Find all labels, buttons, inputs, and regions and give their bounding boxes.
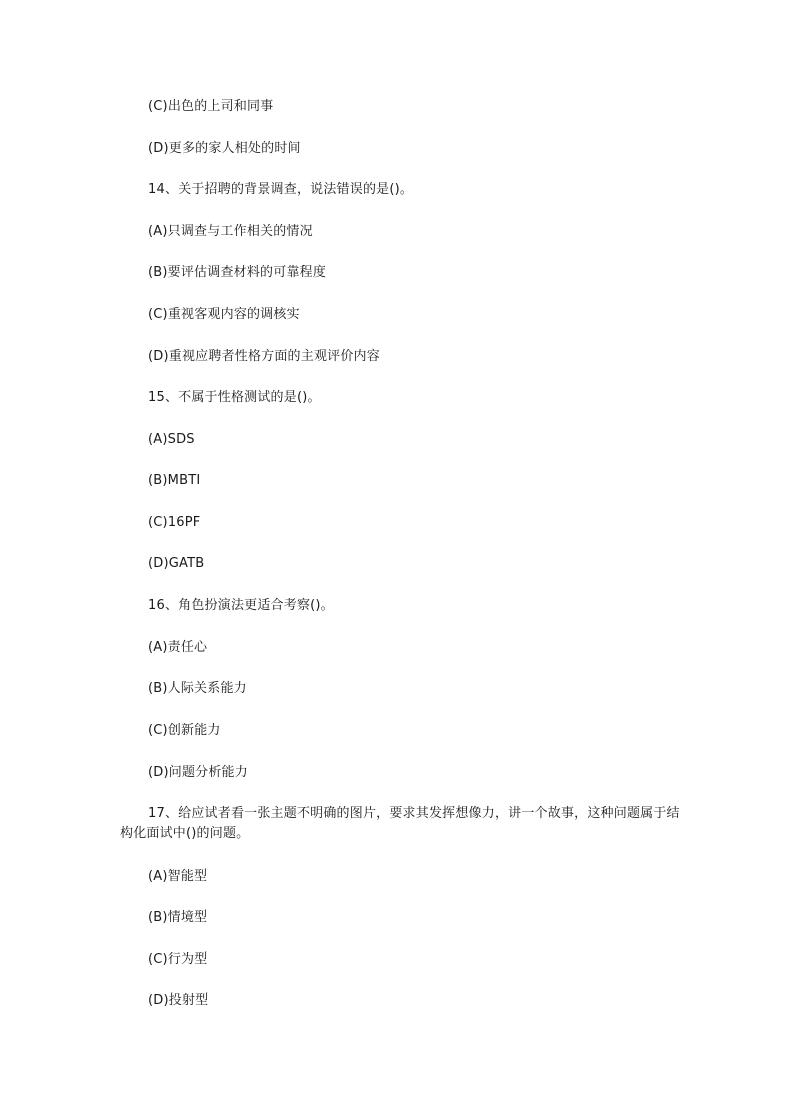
question-14: 14、关于招聘的背景调查，说法错误的是()。	[148, 182, 414, 197]
option-14d: (D)重视应聘者性格方面的主观评价内容	[148, 349, 380, 364]
option-15a: (A)SDS	[148, 432, 195, 447]
option-14b: (B)要评估调查材料的可靠程度	[148, 265, 327, 280]
option-15d: (D)GATB	[148, 556, 205, 571]
question-16: 16、角色扮演法更适合考察()。	[148, 598, 334, 613]
option-14c: (C)重视客观内容的调核实	[148, 307, 300, 322]
option-17d: (D)投射型	[148, 993, 209, 1008]
question-15: 15、不属于性格测试的是()。	[148, 390, 321, 405]
option-13d: (D)更多的家人相处的时间	[148, 141, 301, 156]
option-16c: (C)创新能力	[148, 723, 221, 738]
option-13c: (C)出色的上司和同事	[148, 99, 274, 114]
option-16b: (B)人际关系能力	[148, 681, 247, 696]
option-16d: (D)问题分析能力	[148, 765, 248, 780]
option-17b: (B)情境型	[148, 910, 208, 925]
question-17: 17、给应试者看一张主题不明确的图片，要求其发挥想像力，讲一个故事，这种问题属于结构化面试中()的问题。	[120, 806, 680, 841]
option-16a: (A)责任心	[148, 640, 208, 655]
option-15c: (C)16PF	[148, 515, 201, 530]
option-17c: (C)行为型	[148, 952, 208, 967]
option-17a: (A)智能型	[148, 869, 208, 884]
option-14a: (A)只调查与工作相关的情况	[148, 224, 313, 239]
option-15b: (B)MBTI	[148, 473, 201, 488]
